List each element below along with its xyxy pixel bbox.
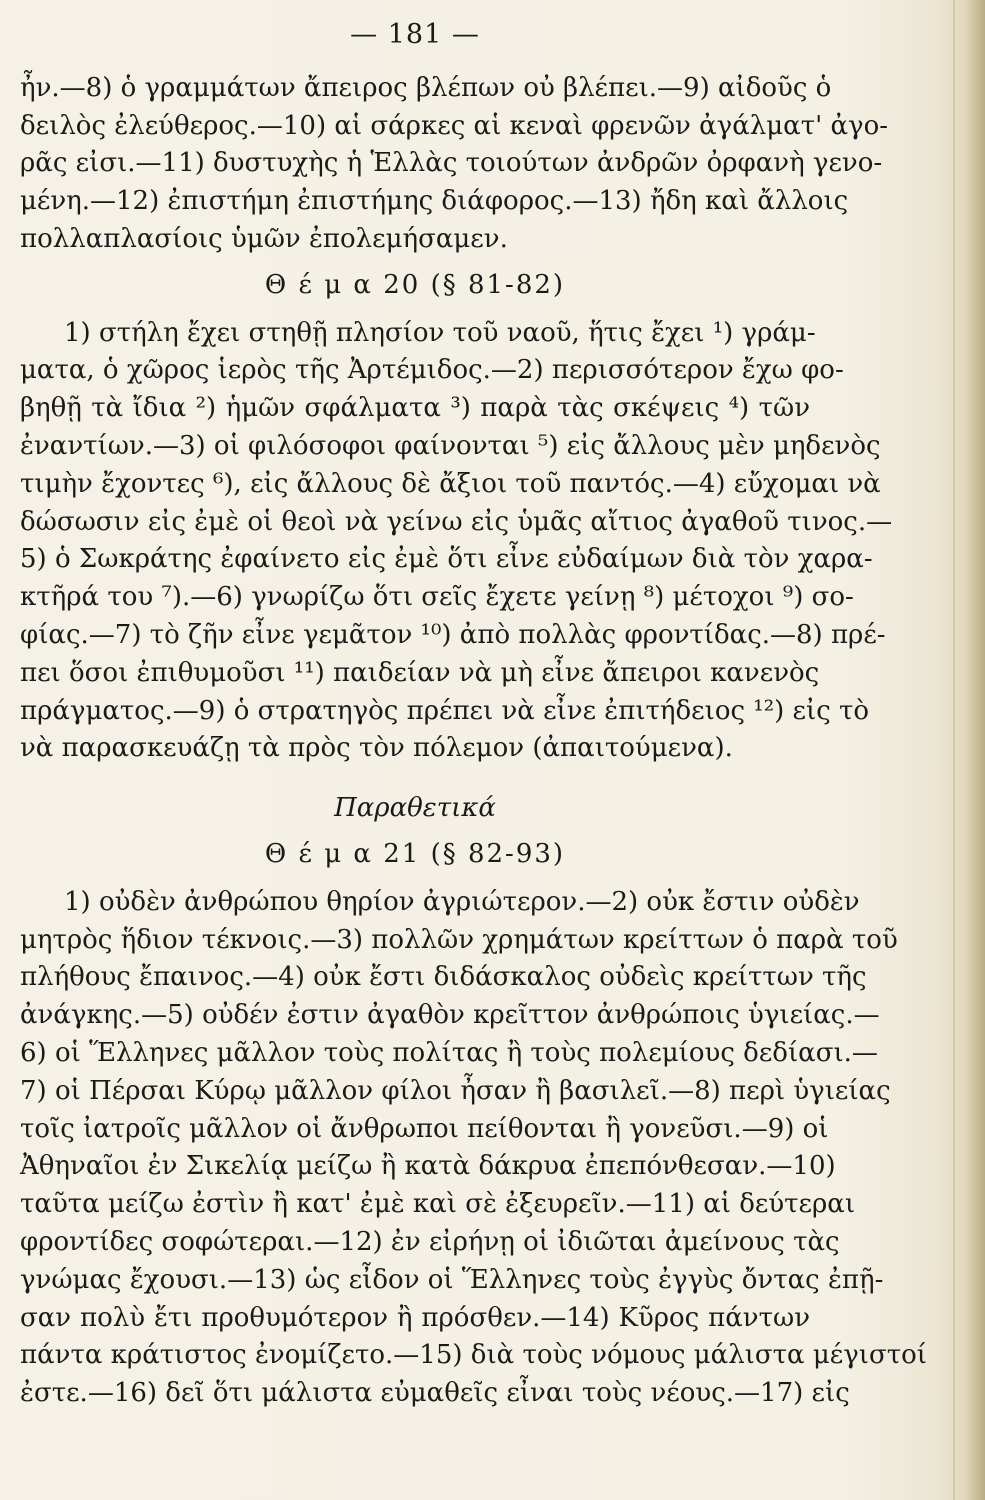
text-line: 5) ὁ Σωκράτης ἐφαίνετο εἰς ἐμὲ ὅτι εἶνε εὐδαίμων διὰ τὸν χαρα- bbox=[20, 544, 873, 575]
text-line: 1) οὐδὲν ἀνθρώπου θηρίον ἀγριώτερον.—2) οὐκ ἔστιν οὐδὲν bbox=[64, 886, 860, 917]
text-line: μητρὸς ἥδιον τέκνοις.—3) πολλῶν χρημάτων κρείττων ὁ παρὰ τοῦ bbox=[20, 924, 898, 955]
page-content bbox=[20, 12, 927, 1413]
text-line: 6) οἱ Ἕλληνες μᾶλλον τοὺς πολίτας ἢ τοὺς πολεμίους δεδίασι.— bbox=[20, 1037, 878, 1068]
text-line: κτῆρά του ⁷).—6) γνωρίζω ὅτι σεῖς ἔχετε γείνῃ ⁸) μέτοχοι ⁹) σο- bbox=[20, 582, 854, 613]
text-line: σαν πολὺ ἔτι προθυμότερον ἢ πρόσθεν.—14) Κῦρος πάντων bbox=[20, 1302, 810, 1333]
text-line: 7) οἱ Πέρσαι Κύρῳ μᾶλλον φίλοι ἦσαν ἢ βασιλεῖ.—8) περὶ ὑγιείας bbox=[20, 1075, 891, 1106]
text-line: πάντα κράτιστος ἐνομίζετο.—15) διὰ τοὺς νόμους μάλιστα μέγιστοί bbox=[20, 1340, 927, 1371]
text-line: φροντίδες σοφώτεραι.—12) ἐν εἰρήνῃ οἱ ἰδιῶται ἀμείνους τὰς bbox=[20, 1226, 840, 1257]
text-line: τοῖς ἰατροῖς μᾶλλον οἱ ἄνθρωποι πείθονται ἢ γονεῦσι.—9) οἱ bbox=[20, 1113, 829, 1144]
section-continuation bbox=[20, 70, 889, 259]
text-line: μένη.—12) ἐπιστήμη ἐπιστήμης διάφορος.—13) ἤδη καὶ ἄλλοις bbox=[20, 186, 849, 217]
text-line: νὰ παρασκευάζῃ τὰ πρὸς τὸν πόλεμον (ἀπαιτούμενα). bbox=[20, 733, 733, 764]
text-line: 1) στήλη ἔχει στηθῇ πλησίον τοῦ ναοῦ, ἥτις ἔχει ¹) γράμ- bbox=[64, 317, 816, 348]
text-line: ἀνάγκης.—5) οὐδέν ἐστιν ἀγαθὸν κρεῖττον ἀνθρώποις ὑγιείας.— bbox=[20, 1000, 880, 1031]
text-line: τιμὴν ἔχοντες ⁶), εἰς ἄλλους δὲ ἄξιοι τοῦ παντός.—4) εὔχομαι νὰ bbox=[20, 468, 881, 499]
thema-21-body bbox=[20, 884, 927, 1413]
thema-20-heading: Θ έ μ α 20 (§ 81-82) bbox=[264, 269, 566, 300]
text-line: βηθῇ τὰ ἴδια ²) ἡμῶν σφάλματα ³) παρὰ τὰς σκέψεις ⁴) τῶν bbox=[20, 393, 810, 424]
text-line: ἦν.—8) ὁ γραμμάτων ἄπειρος βλέπων οὐ βλέπει.—9) αἰδοῦς ὁ bbox=[20, 72, 832, 103]
paratheтика-subheading: Παραθετικά bbox=[334, 793, 496, 824]
text-line: φίας.—7) τὸ ζῆν εἶνε γεμᾶτον ¹⁰) ἀπὸ πολλὰς φροντίδας.—8) πρέ- bbox=[20, 619, 886, 650]
text-line: πολλαπλασίοις ὑμῶν ἐπολεμήσαμεν. bbox=[20, 223, 508, 254]
text-line: ἐστε.—16) δεῖ ὅτι μάλιστα εὐμαθεῖς εἶναι τοὺς νέους.—17) εἰς bbox=[20, 1378, 850, 1409]
text-line: ἐναντίων.—3) οἱ φιλόσοφοι φαίνονται ⁵) εἰς ἄλλους μὲν μηδενὸς bbox=[20, 430, 881, 461]
text-line: ταῦτα μείζω ἐστὶν ἢ κατ' ἐμὲ καὶ σὲ ἐξευρεῖν.—11) αἱ δεύτεραι bbox=[20, 1189, 856, 1220]
text-line: δειλὸς ἐλεύθερος.—10) αἱ σάρκες αἱ κεναὶ φρενῶν ἀγάλματ' ἀγο- bbox=[20, 110, 889, 141]
text-line: πλήθους ἔπαινος.—4) οὐκ ἔστι διδάσκαλος οὐδεὶς κρείττων τῆς bbox=[20, 962, 867, 993]
text-line: Ἀθηναῖοι ἐν Σικελίᾳ μείζω ἢ κατὰ δάκρυα ἐπεπόνθεσαν.—10) bbox=[20, 1151, 836, 1182]
text-line: ρᾶς εἰσι.—11) δυστυχὴς ἡ Ἑλλὰς τοιούτων ἀνδρῶν ὀρφανὴ γενο- bbox=[20, 148, 883, 179]
text-line: ματα, ὁ χῶρος ἱερὸς τῆς Ἀρτέμιδος.—2) περισσότερον ἔχω φο- bbox=[20, 355, 844, 386]
thema-20-body bbox=[20, 315, 893, 769]
page-number: — 181 — bbox=[350, 19, 480, 50]
page-edge bbox=[963, 0, 985, 1500]
thema-21-heading: Θ έ μ α 21 (§ 82-93) bbox=[264, 838, 566, 869]
text-line: πράγματος.—9) ὁ στρατηγὸς πρέπει νὰ εἶνε ἐπιτήδειος ¹²) εἰς τὸ bbox=[20, 695, 870, 726]
page-edge-line bbox=[953, 0, 955, 1500]
text-line: δώσωσιν εἰς ἐμὲ οἱ θεοὶ νὰ γείνω εἰς ὑμᾶς αἴτιος ἀγαθοῦ τινος.— bbox=[20, 506, 893, 537]
text-line: πει ὅσοι ἐπιθυμοῦσι ¹¹) παιδείαν νὰ μὴ εἶνε ἄπειροι κανενὸς bbox=[20, 657, 820, 688]
text-line: γνώμας ἔχουσι.—13) ὡς εἶδον οἱ Ἕλληνες τοὺς ἐγγὺς ὄντας ἐπῇ- bbox=[20, 1264, 884, 1295]
